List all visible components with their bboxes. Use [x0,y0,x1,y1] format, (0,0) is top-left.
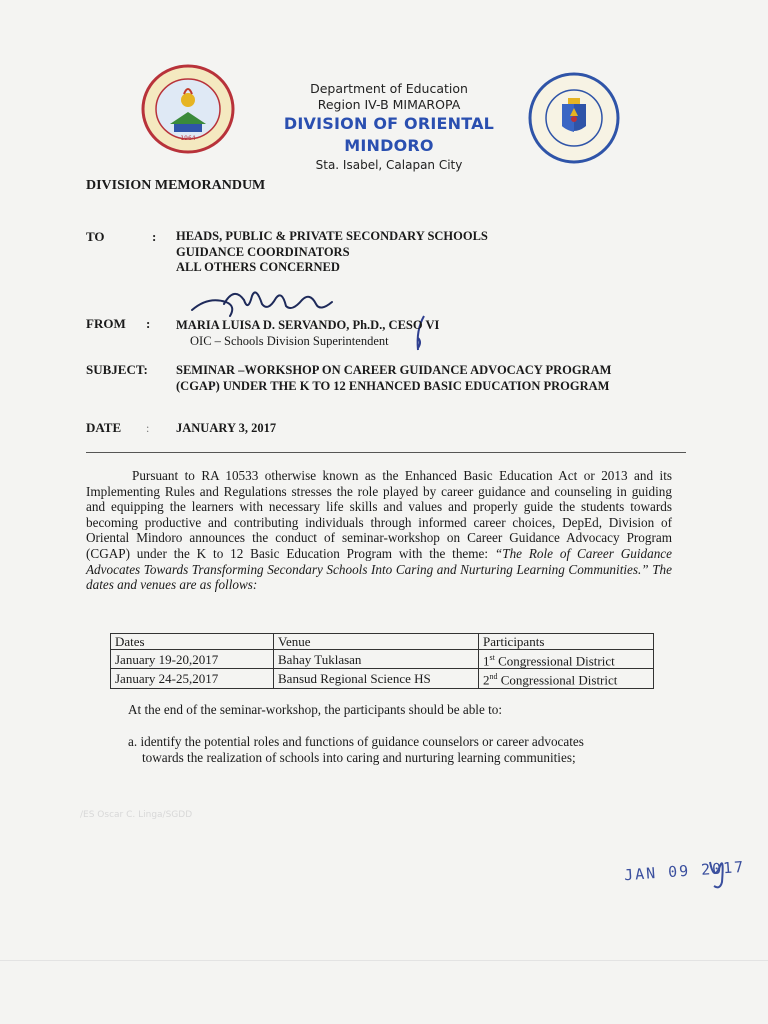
from-colon: : [146,316,151,331]
recipient-line: ALL OTHERS CONCERNED [176,260,340,274]
outcome-line: a. identify the potential roles and functions of guidance counselors or career advocates [128,734,584,749]
table-cell-venue: Bahay Tuklasan [274,650,479,669]
letterhead [244,80,534,174]
subject-label: SUBJECT: [86,362,148,377]
column-header: Venue [274,634,479,650]
body-paragraph [86,468,672,593]
ordinal-number: 1 [483,653,490,669]
ordinal-suffix: st [489,653,495,662]
svg-text:1964: 1964 [180,135,196,142]
schedule-table [110,633,654,689]
stamp-initial-mark [706,852,728,892]
faint-reference-text: /ES Oscar C. Linga/SGDD [80,810,193,820]
region-name: Region IV-B MIMAROPA [317,97,461,112]
to-recipients [176,229,488,276]
date-colon: : [146,421,150,435]
column-header: Participants [479,634,654,650]
ordinal-number: 2 [483,672,490,688]
received-date-stamp: JAN 09 2017 [623,857,746,885]
column-header: Dates [111,634,274,650]
subject-line: (CGAP) UNDER THE K TO 12 ENHANCED BASIC EDUCATION PROGRAM [176,378,610,393]
table-row [111,669,654,688]
division-address: Sta. Isabel, Calapan City [315,158,463,172]
department-name: Department of Education [310,81,468,96]
table-cell-date: January 19-20,2017 [111,650,274,669]
participants-text: Congressional District [497,672,618,688]
division-seal-logo [140,64,236,154]
page-edge-line [0,960,768,961]
to-label: TO [86,229,105,244]
ordinal-suffix: nd [489,672,498,682]
date-value: JANUARY 3, 2017 [176,421,277,435]
table-cell-participants [479,669,654,688]
table-cell-date: January 24-25,2017 [111,669,274,688]
outcomes-intro: At the end of the seminar-workshop, the participants should be able to: [128,702,503,717]
recipient-line: GUIDANCE COORDINATORS [176,244,350,259]
to-colon: : [152,229,157,244]
table-header-row [111,634,654,650]
division-name: DIVISION OF ORIENTAL MINDORO [283,114,495,155]
subject-text [176,363,611,394]
from-label: FROM [86,316,126,331]
paragraph-text: Pursuant to RA 10533 otherwise known as the Enhanced Basic Education Act or 2013 and its Implementing Rules and Regulations stresses the role played by career guidance and counseling in guiding and equipping the learners with necessary life skills and values and properly guide the students towards becoming productive and contributing individuals through informed career choices, DepEd, Division of Oriental Mindoro announces the conduct of seminar-workshop on Career Guidance Advocacy Program (CGAP) under the K to 12 Basic Education Program with the theme: [86,468,672,561]
table-row [111,650,654,669]
recipient-line: HEADS, PUBLIC & PRIVATE SECONDARY SCHOOLS [176,229,488,243]
table-cell-participants [479,650,654,669]
deped-seal-logo [528,72,620,164]
subject-line: SEMINAR –WORKSHOP ON CAREER GUIDANCE ADVOCACY PROGRAM [176,363,612,377]
date-label: DATE [86,420,122,435]
table-cell-venue: Bansud Regional Science HS [274,669,479,688]
paragraph-theme-text: “The Role of Career Guidance Advocates Towards Transforming Secondary Schools Into Caring and Nurturing Learning Communities.” The dates and venues are as follows: [86,545,672,593]
outcome-line: towards the realization of schools into caring and nurturing learning communities; [142,750,576,765]
outcome-item [128,734,668,766]
from-title: OIC – Schools Division Superintendent [190,334,389,348]
divider-line [86,452,686,453]
participants-text: Congressional District [494,653,615,669]
from-name: MARIA LUISA D. SERVANDO, Ph.D., CESO VI [176,318,440,332]
memo-title: DIVISION MEMORANDUM [86,178,266,193]
